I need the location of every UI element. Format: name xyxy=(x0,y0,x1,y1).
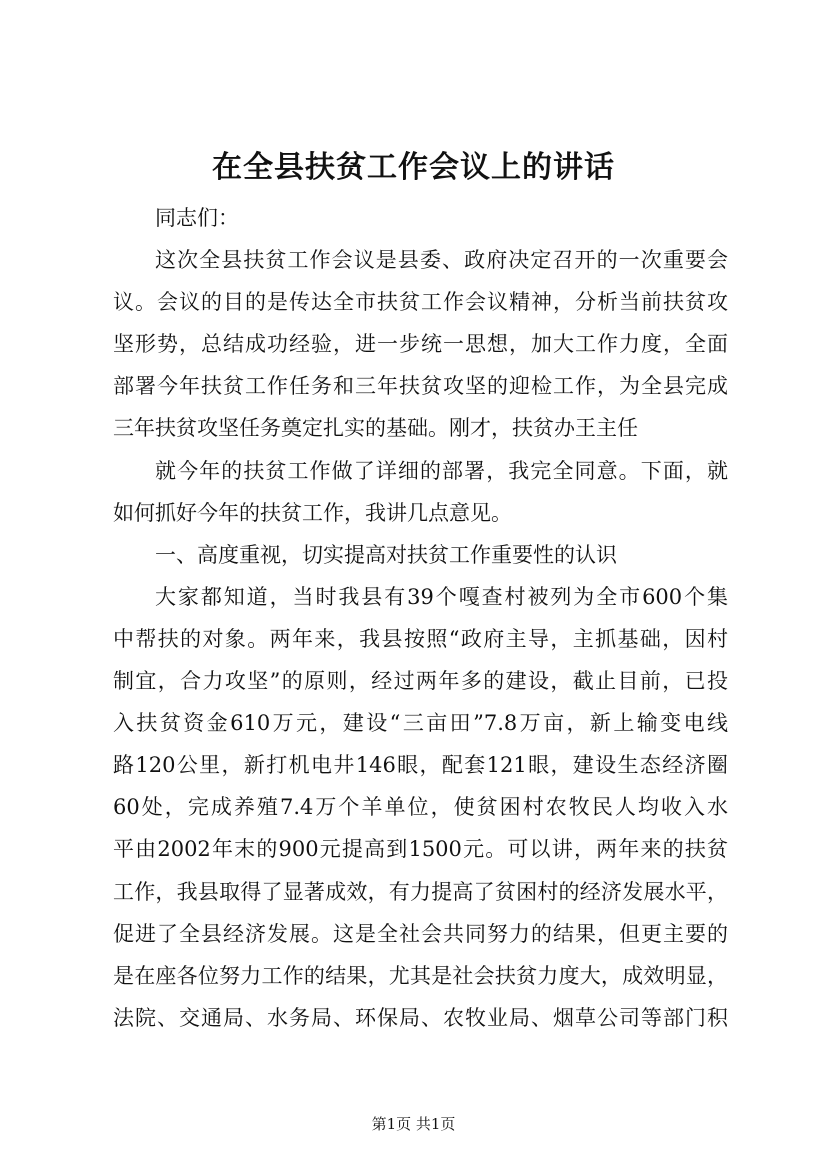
text-line: 路120公里，新打机电井146眼，配套121眼，建设生态经济圈 xyxy=(113,753,728,778)
text-line: 大家都知道，当时我县有39个嘎查村被列为全市600个集 xyxy=(155,584,728,609)
text-line: 三年扶贫攻坚任务奠定扎实的基础。刚才，扶贫办王主任 xyxy=(113,416,638,441)
text-line: 一、高度重视，切实提高对扶贫工作重要性的认识 xyxy=(155,542,617,567)
text-line: 中帮扶的对象。两年来，我县按照“政府主导，主抓基础，因村 xyxy=(113,626,728,651)
document-title: 在全县扶贫工作会议上的讲话 xyxy=(212,150,615,185)
text-line: 法院、交通局、水务局、环保局、农牧业局、烟草公司等部门积 xyxy=(113,1005,728,1030)
text-line: 是在座各位努力工作的结果，尤其是社会扶贫力度大，成效明显， xyxy=(113,963,728,988)
text-line: 这次全县扶贫工作会议是县委、政府决定召开的一次重要会 xyxy=(155,248,728,273)
text-line: 入扶贫资金610万元，建设“三亩田”7.8万亩，新上输变电线 xyxy=(113,711,728,736)
text-line: 工作，我县取得了显著成效，有力提高了贫困村的经济发展水平， xyxy=(113,879,728,904)
text-line: 就今年的扶贫工作做了详细的部署，我完全同意。下面，就 xyxy=(155,458,728,483)
page-footer: 第1页 共1页 xyxy=(371,1115,456,1133)
text-line: 坚形势，总结成功经验，进一步统一思想，加大工作力度，全面 xyxy=(113,332,728,357)
text-line: 部署今年扶贫工作任务和三年扶贫攻坚的迎检工作，为全县完成 xyxy=(113,374,728,399)
text-line: 60处，完成养殖7.4万个羊单位，使贫困村农牧民人均收入水 xyxy=(113,795,728,820)
text-line: 同志们： xyxy=(155,206,239,230)
text-line: 议。会议的目的是传达全市扶贫工作会议精神，分析当前扶贫攻 xyxy=(113,290,728,315)
text-line: 促进了全县经济发展。这是全社会共同努力的结果，但更主要的 xyxy=(113,921,728,946)
text-line: 如何抓好今年的扶贫工作，我讲几点意见。 xyxy=(113,500,512,525)
text-line: 制宜，合力攻坚”的原则，经过两年多的建设，截止目前，已投 xyxy=(113,669,728,694)
document-body xyxy=(113,197,728,1039)
text-line: 平由2002年末的900元提高到1500元。可以讲，两年来的扶贫 xyxy=(113,837,728,862)
